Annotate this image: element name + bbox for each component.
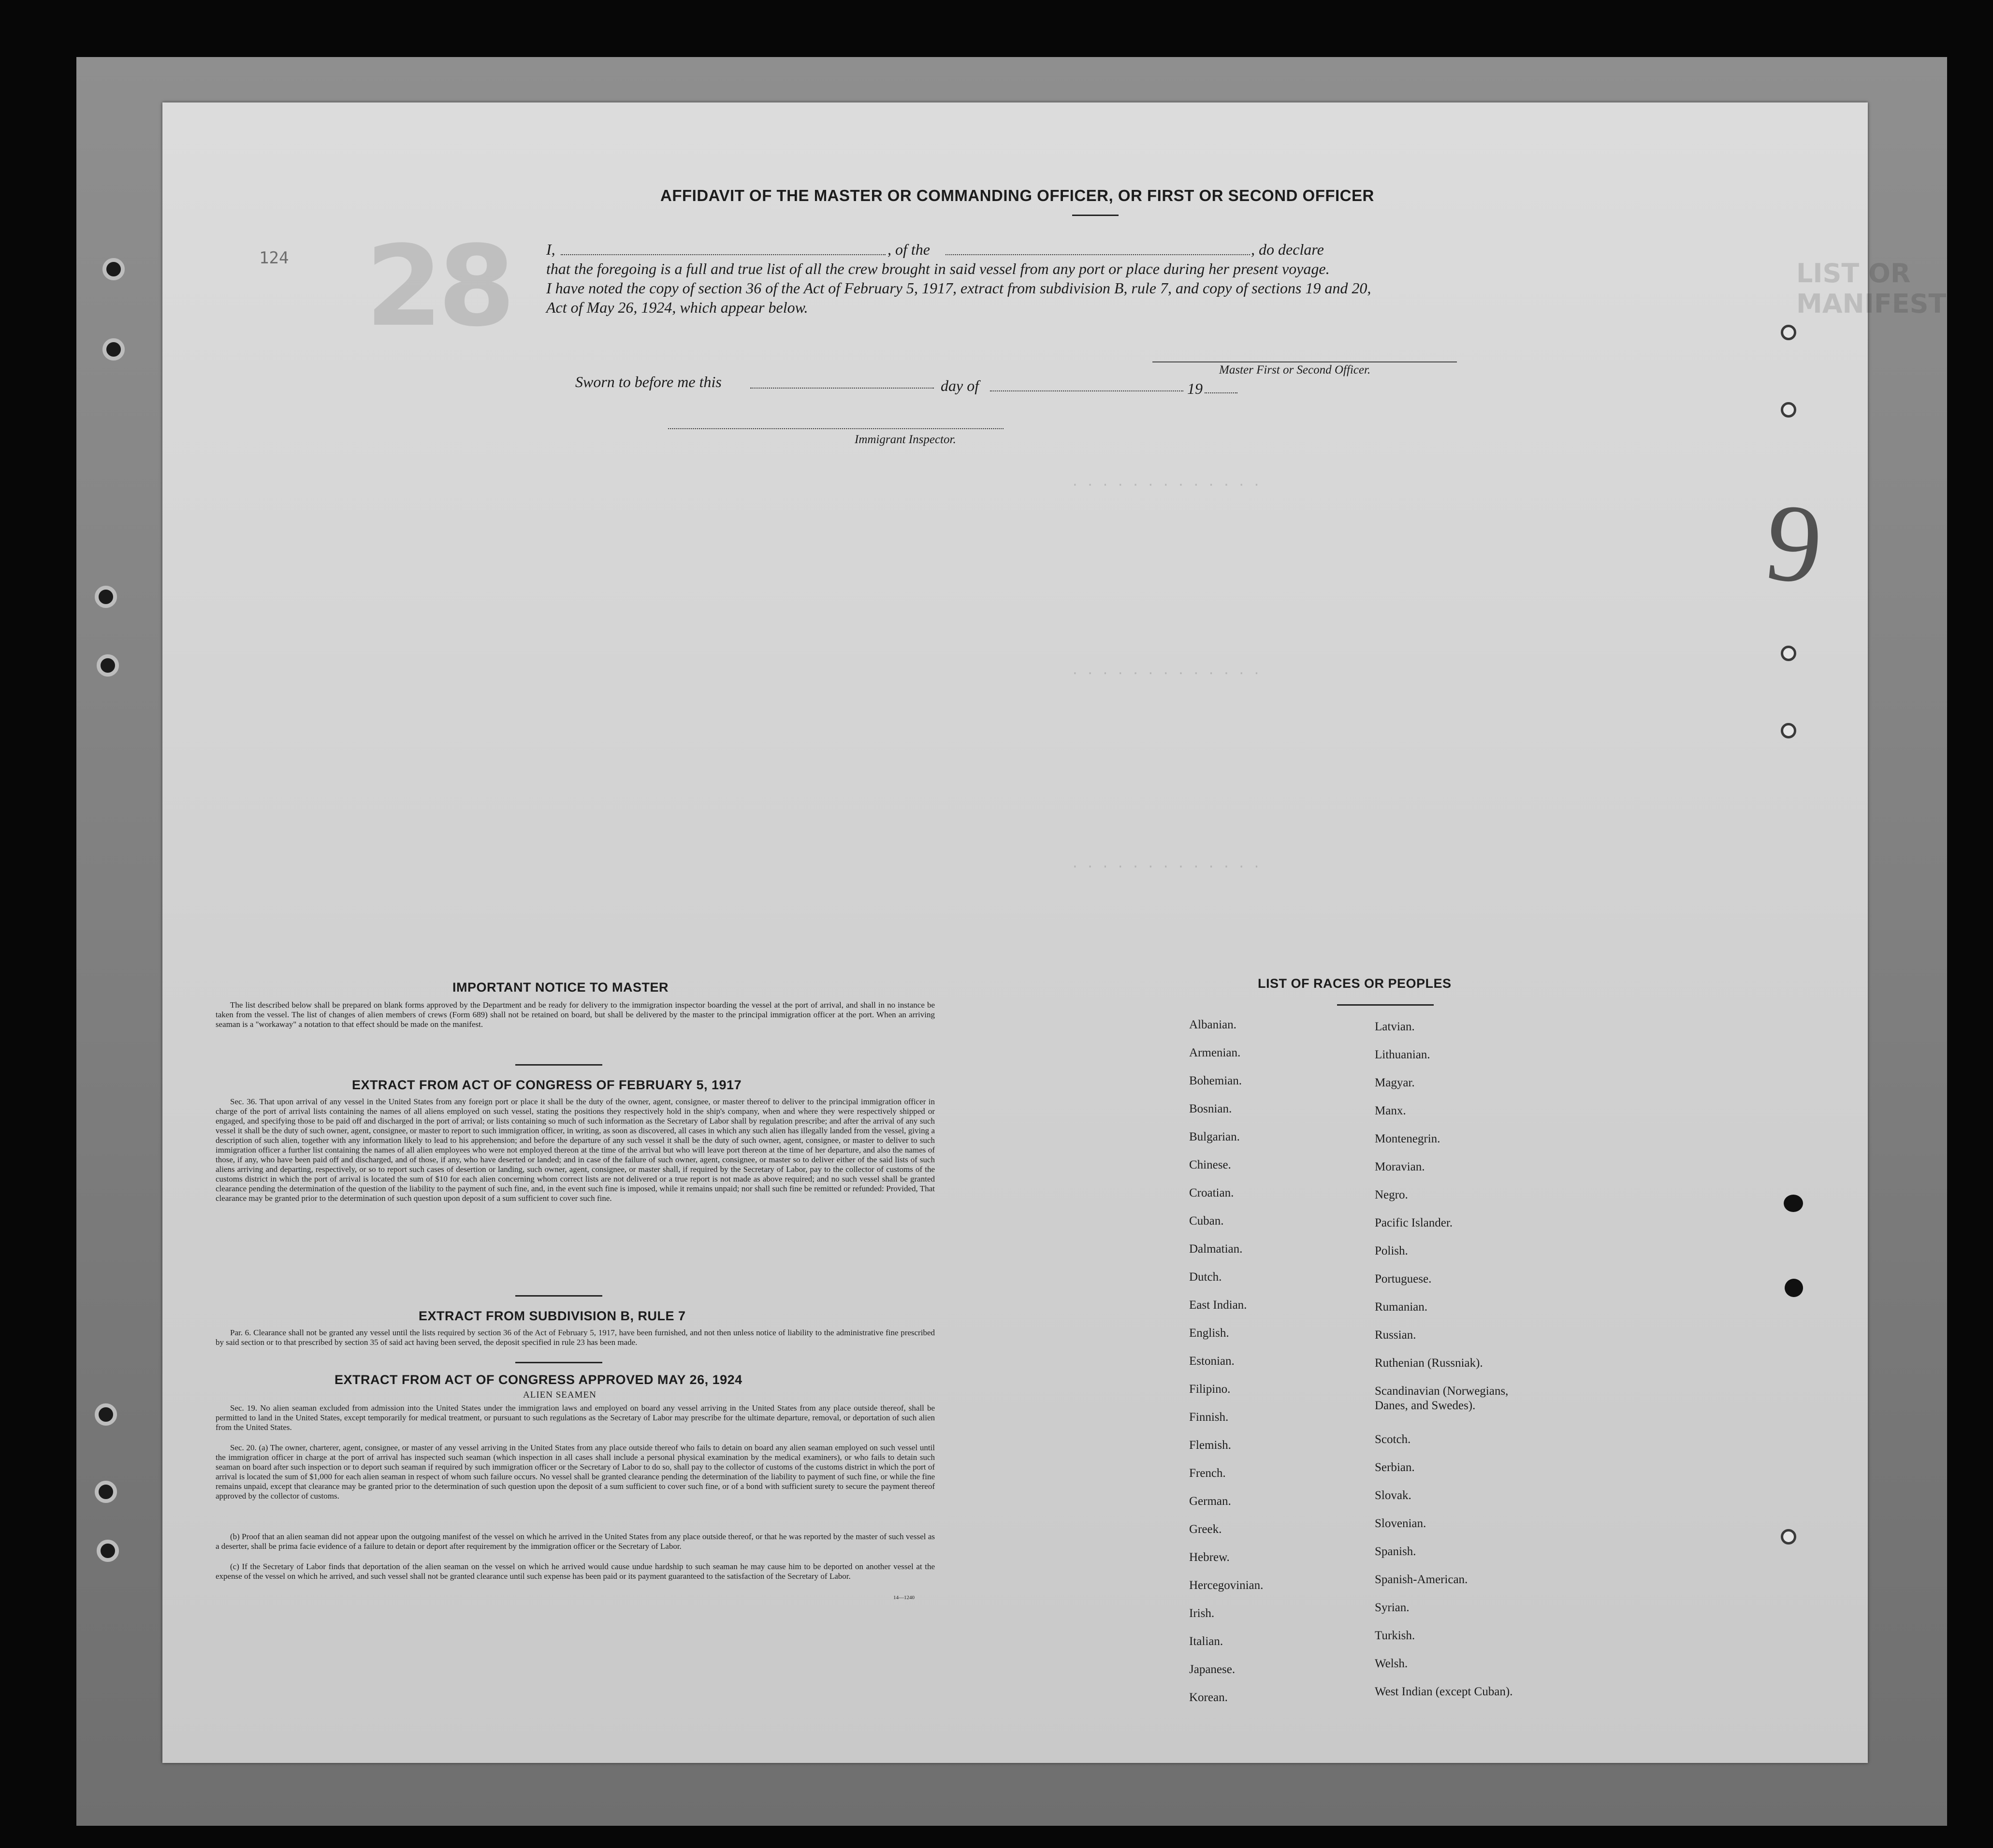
sworn-year-line — [1205, 392, 1237, 393]
binder-hole — [95, 1481, 117, 1503]
race-item: Dutch. — [1189, 1270, 1222, 1284]
race-item: Rumanian. — [1375, 1300, 1428, 1314]
race-item: West Indian (except Cuban). — [1375, 1685, 1513, 1698]
races-heading: LIST OF RACES OR PEOPLES — [1258, 976, 1452, 991]
binder-hole — [95, 586, 117, 608]
race-item: Ruthenian (Russniak). — [1375, 1357, 1483, 1370]
race-item: Slovenian. — [1375, 1517, 1426, 1530]
race-item: Cuban. — [1189, 1214, 1224, 1227]
binder-hole — [102, 338, 125, 361]
day-of-label: day of — [941, 377, 979, 394]
race-item: Scotch. — [1375, 1433, 1411, 1446]
sec19-text: Sec. 19. No alien seaman excluded from admission into the United States under the immigration laws and employed on board any vessel arriving in the United States from any place outside thereof, shall be permitted to land in the United States, except temporarily for medical treatment, or pursuant to such regulations as the Secretary of Labor may prescribe for the ultimate departure, removal, or deportation of such alien from the United States. — [216, 1403, 935, 1432]
punch-ring — [1781, 325, 1796, 340]
race-item: Estonian. — [1189, 1355, 1235, 1368]
heading-rule — [1072, 215, 1119, 216]
affidavit-of-the: , of the — [887, 241, 930, 258]
ghost-page-number: 28 — [365, 222, 511, 351]
race-item: Chinese. — [1189, 1158, 1231, 1171]
race-item: Manx. — [1375, 1104, 1406, 1117]
race-item: Irish. — [1189, 1607, 1215, 1620]
binder-hole — [97, 1540, 119, 1562]
extract-1924-heading: EXTRACT FROM ACT OF CONGRESS APPROVED MAY 26, 1924 — [335, 1372, 742, 1387]
binder-hole — [102, 258, 125, 280]
master-signature-line — [1152, 361, 1457, 362]
race-item: Turkish. — [1375, 1629, 1415, 1642]
notice-heading: IMPORTANT NOTICE TO MASTER — [452, 980, 669, 995]
manifest-page — [162, 102, 1947, 1763]
race-item: Italian. — [1189, 1635, 1223, 1648]
inspector-signature-line — [668, 428, 1004, 429]
race-item: Russian. — [1375, 1328, 1416, 1342]
race-item: Korean. — [1189, 1691, 1228, 1704]
race-item: Dalmatian. — [1189, 1242, 1243, 1256]
binder-hole — [97, 654, 119, 677]
extract-1917-text: Sec. 36. That upon arrival of any vessel in the United States from any foreign port or place it shall be the duty of the owner, agent, consignee, or master thereof to deliver to the principal immigration officer in charge of the port of arrival lists containing the names of all aliens employed on such vessel, stating the positions they respectively hold in the ship's company, when and where they were respectively shipped or engaged, and specifying those to be paid off and discharged in the port of arrival; or lists containing so much of such information as the Secretary of Labor shall by regulation prescribe; and after the arrival of any such vessel it shall be the duty of such owner, agent, consignee, or master to report to such immigration officer, in writing, as soon as discovered, all cases in which any such alien has illegally landed from the vessel, giving a description of such alien, together with any information likely to lead to his apprehension; and before the departure of any such vessel it shall be the duty of such owner, agent, consignee, or master to deliver to such immigration officer a further list containing the names of all alien employees who were not employed thereon at the time of the arrival but who will leave port thereon at the time of her departure, and also the names of those, if any, who have been paid off and discharged, and of those, if any, who have deserted or landed; and in case of the failure of such owner, agent, consignee, or master so to deliver either of the said lists of such aliens arriving and departing, respectively, or so to report such cases of desertion or landing, such owner, agent, consignee, or master shall, if required by the Secretary of Labor, pay to the collector of customs of the customs district in which the port of arrival is located the sum of $10 for each alien concerning whom correct lists are not delivered or a true report is not made as above required; and no such vessel shall be granted clearance pending the determination of the question of the liability to the payment of such fine, and, in the event such fine is imposed, while it remains unpaid; nor shall such fine be remitted or refunded: Provided, That clearance may be granted prior to the determination of such question upon deposit of a sum sufficient to cover such fine. — [216, 1097, 935, 1203]
affidavit-declare: , do declare — [1251, 241, 1324, 258]
binder-hole — [95, 1403, 117, 1426]
ghost-manifest-title: LIST OR MANIFEST — [1796, 258, 1947, 319]
race-item: East Indian. — [1189, 1299, 1247, 1312]
ghost-stamp: 124 — [259, 248, 289, 268]
race-item: English. — [1189, 1327, 1229, 1340]
year-label: 19 — [1187, 380, 1203, 397]
sworn-month-line — [990, 390, 1183, 391]
race-item: Hercegovinian. — [1189, 1579, 1264, 1592]
sec20b-text: (b) Proof that an alien seaman did not appear upon the outgoing manifest of the vessel on which he arrived in the United States from any place outside thereof, or that he was reported by the master of such vessel as a deserter, shall be prima facie evidence of a failure to detain or deport after requirement by the immigration officer or the Secretary of Labor. — [216, 1532, 935, 1551]
bleed-through-text: . . . . . . . . . . . . . — [1071, 856, 1261, 871]
race-item: Bohemian. — [1189, 1074, 1242, 1087]
handwritten-side-number: 9 — [1760, 479, 1829, 608]
race-item: Montenegrin. — [1375, 1132, 1440, 1145]
race-item: Latvian. — [1375, 1020, 1415, 1033]
race-item: Spanish. — [1375, 1545, 1416, 1558]
ink-blot — [1784, 1195, 1803, 1212]
master-caption: Master First or Second Officer. — [1219, 363, 1371, 376]
bleed-through-text: . . . . . . . . . . . . . — [1071, 663, 1261, 678]
race-item: Serbian. — [1375, 1461, 1415, 1474]
race-item: Lithuanian. — [1375, 1048, 1430, 1061]
notice-text: The list described below shall be prepared on blank forms approved by the Department and be ready for delivery to the immigration inspector boarding the vessel at the port of arrival, and shall in no instance be taken from the vessel. The list of changes of alien members of crews (Form 689) shall not be retained on board, but shall be delivered by the master to the principal immigration officer at the port. When an arriving seaman is a "workaway" a notation to that effect should be made on the manifest. — [216, 1000, 935, 1029]
punch-ring — [1781, 646, 1796, 661]
race-item: Hebrew. — [1189, 1551, 1230, 1564]
punch-ring — [1781, 402, 1796, 418]
sworn-day-line — [750, 388, 934, 389]
race-item: French. — [1189, 1467, 1226, 1480]
race-item: Greek. — [1189, 1523, 1222, 1536]
form-number: 14—1240 — [893, 1595, 915, 1601]
punch-ring — [1781, 1529, 1796, 1545]
race-item: Moravian. — [1375, 1160, 1425, 1173]
section-rule — [515, 1064, 602, 1066]
race-item: Filipino. — [1189, 1383, 1231, 1396]
race-item: Negro. — [1375, 1188, 1408, 1201]
rule7-heading: EXTRACT FROM SUBDIVISION B, RULE 7 — [419, 1309, 686, 1323]
race-item: Flemish. — [1189, 1439, 1231, 1452]
affidavit-heading: AFFIDAVIT OF THE MASTER OR COMMANDING OFFICER, OR FIRST OR SECOND OFFICER — [660, 187, 1374, 204]
vessel-name-line — [946, 254, 1250, 255]
race-item: Slovak. — [1375, 1489, 1411, 1502]
section-rule — [515, 1295, 602, 1297]
race-item: Pacific Islander. — [1375, 1216, 1453, 1229]
inspector-caption: Immigrant Inspector. — [855, 433, 956, 446]
races-heading-rule — [1337, 1004, 1434, 1006]
race-item: Portuguese. — [1375, 1272, 1432, 1285]
race-item: Scandinavian (Norwegians, — [1375, 1385, 1509, 1398]
affidavit-line-3: I have noted the copy of section 36 of the Act of February 5, 1917, extract from subdivision B, rule 7, and copy of sections 19 and 20, — [546, 279, 1371, 297]
alien-seamen-subheading: ALIEN SEAMEN — [523, 1390, 596, 1400]
rule7-text: Par. 6. Clearance shall not be granted any vessel until the lists required by section 36 of the Act of February 5, 1917, have been furnished, and not then unless notice of liability to the administrative fine prescribed by said section or to that prescribed by section 35 of said act having been served, the deposit specified in rule 23 has been made. — [216, 1328, 935, 1347]
extract-1917-heading: EXTRACT FROM ACT OF CONGRESS OF FEBRUARY 5, 1917 — [352, 1078, 742, 1092]
ink-blot — [1785, 1279, 1803, 1297]
punch-ring — [1781, 723, 1796, 738]
sworn-label: Sworn to before me this — [575, 373, 722, 390]
race-item: Japanese. — [1189, 1663, 1236, 1676]
affidavit-i: I, — [546, 241, 555, 258]
race-item: Magyar. — [1375, 1076, 1415, 1089]
race-item: Bulgarian. — [1189, 1130, 1240, 1143]
section-rule — [515, 1362, 602, 1363]
sec20c-text: (c) If the Secretary of Labor finds that deportation of the alien seaman on the vessel on which he arrived would cause undue hardship to such seaman he may cause him to be deported on another vessel at the expense of the vessel on which he arrived, and such vessel shall not be granted clearance until such expense has been paid or its payment guaranteed to the satisfaction of the Secretary of Labor. — [216, 1562, 935, 1581]
race-item: Albanian. — [1189, 1018, 1237, 1031]
affidavit-line-4: Act of May 26, 1924, which appear below. — [546, 299, 808, 316]
race-item: Polish. — [1375, 1244, 1408, 1257]
race-item: Welsh. — [1375, 1657, 1408, 1670]
race-item: Armenian. — [1189, 1046, 1241, 1059]
race-item: Syrian. — [1375, 1601, 1410, 1614]
affidavit-line-2: that the foregoing is a full and true list of all the crew brought in said vessel from any port or place during her present voyage. — [546, 260, 1330, 277]
race-item: German. — [1189, 1495, 1231, 1508]
race-item: Bosnian. — [1189, 1102, 1232, 1115]
race-item: Finnish. — [1189, 1411, 1229, 1424]
master-name-line — [561, 254, 886, 255]
race-item: Danes, and Swedes). — [1375, 1399, 1476, 1412]
race-item: Croatian. — [1189, 1186, 1234, 1199]
race-item: Spanish-American. — [1375, 1573, 1468, 1586]
sec20a-text: Sec. 20. (a) The owner, charterer, agent, consignee, or master of any vessel arriving in the United States from any place outside thereof who fails to detain on board any alien seaman employed on such vessel until the immigration officer in charge at the port of arrival has inspected such seaman (which inspection in all cases shall include a personal physical examination by the medical examiners), or who fails to detain such seaman on board after such inspection or to deport such seaman if required by such immigration officer or the Secretary of Labor to do so, shall pay to the collector of customs of the customs district in which the port of arrival is located the sum of $1,000 for each alien seaman in respect of whom such failure occurs. No vessel shall be granted clearance pending the determination of the liability to payment of such fine, or while the fine remains unpaid, except that clearance may be granted prior to the determination of such question upon the deposit of a sum sufficient to cover such fine, or of a bond with sufficient surety to secure the payment thereof approved by the collector of customs. — [216, 1443, 935, 1501]
bleed-through-text: . . . . . . . . . . . . . — [1071, 475, 1261, 489]
